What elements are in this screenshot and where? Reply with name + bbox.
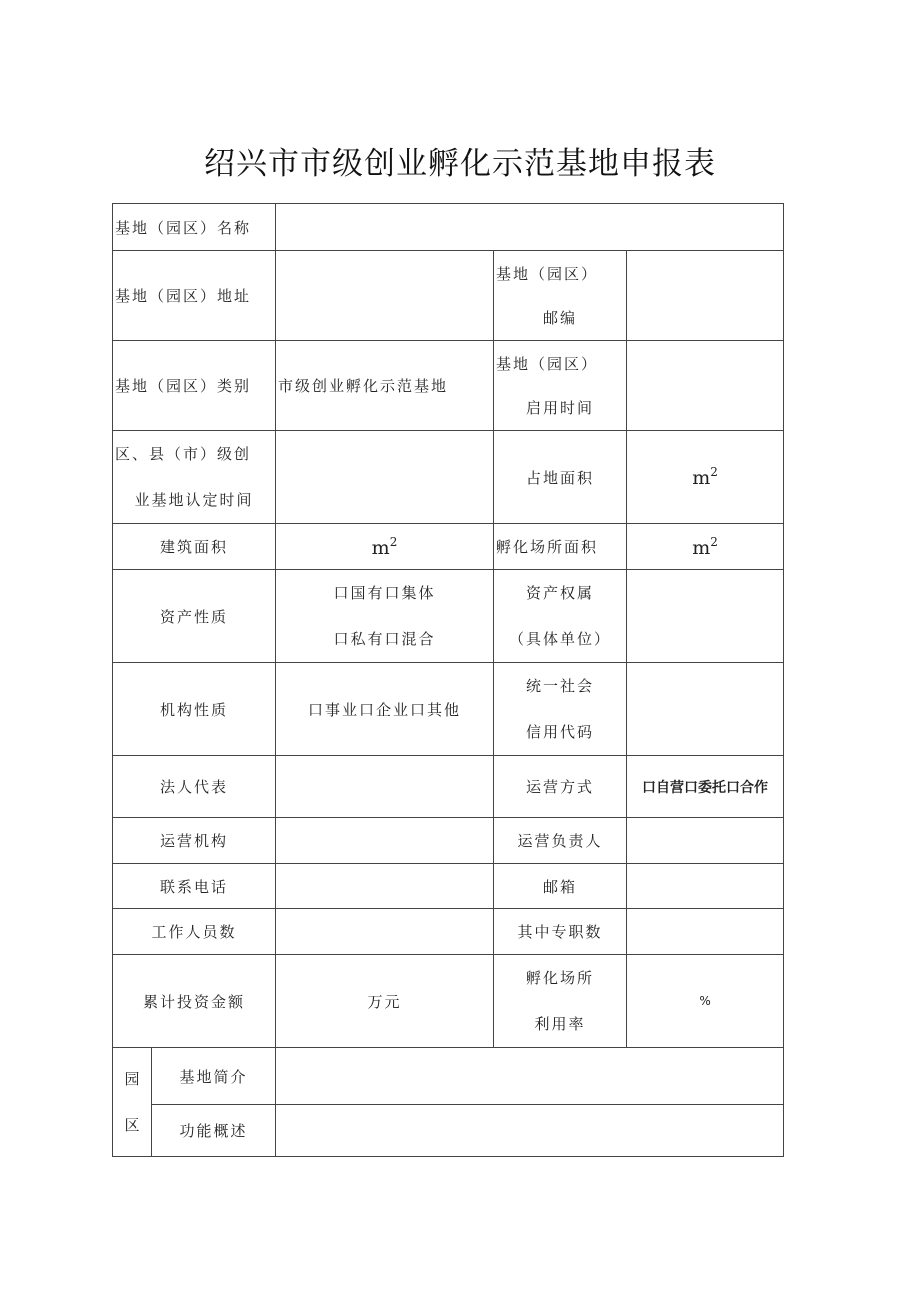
credit-code-field[interactable]: [627, 663, 784, 756]
fulltime-label: 其中专职数: [494, 909, 627, 955]
postcode-label-line1: 基地（园区）: [496, 264, 599, 283]
ownership-label-line1: 资产权属: [526, 584, 595, 602]
building-area-label: 建筑面积: [113, 524, 276, 570]
row-org: [113, 663, 784, 756]
function-field[interactable]: [276, 1105, 784, 1157]
credit-code-label: [494, 663, 627, 756]
park-side-label: [113, 1048, 152, 1157]
operation-mode-label: 运营方式: [494, 756, 627, 818]
row-operator: [113, 818, 784, 864]
building-area-unit-m: m: [371, 536, 390, 559]
park-side-label-line2: 区: [124, 1116, 140, 1134]
ownership-field[interactable]: [627, 570, 784, 663]
recognition-label-line2: 业基地认定时间: [134, 491, 254, 509]
investment-unit[interactable]: 万元: [276, 955, 494, 1048]
asset-options[interactable]: [276, 570, 494, 663]
address-label: 基地（园区）地址: [113, 251, 276, 341]
row-asset: [113, 570, 784, 663]
operator-label: 运营机构: [113, 818, 276, 864]
postcode-label: [494, 251, 627, 341]
row-investment: [113, 955, 784, 1048]
row-name: [113, 204, 784, 251]
asset-options-line1[interactable]: 口国有口集体: [333, 584, 436, 602]
land-area-unit-m: m: [692, 467, 711, 489]
usage-rate-unit[interactable]: %: [627, 955, 784, 1048]
staff-label: 工作人员数: [113, 909, 276, 955]
ownership-label: [494, 570, 627, 663]
start-time-label-line1: 基地（园区）: [496, 354, 599, 373]
land-area-unit-sup: 2: [710, 465, 718, 479]
row-intro: [113, 1048, 784, 1105]
row-address: [113, 251, 784, 341]
usage-rate-label-line1: 孵化场所: [526, 969, 595, 987]
legal-rep-label: 法人代表: [113, 756, 276, 818]
email-label: 邮箱: [494, 864, 627, 909]
application-form: [112, 203, 784, 1157]
row-recognition: [113, 431, 784, 524]
row-building: [113, 524, 784, 570]
asset-options-line2[interactable]: 口私有口混合: [333, 630, 436, 648]
usage-rate-label: [494, 955, 627, 1048]
operator-field[interactable]: [276, 818, 494, 864]
row-function: [113, 1105, 784, 1157]
start-time-label-line2: 启用时间: [526, 398, 595, 417]
incubation-area-unit[interactable]: [627, 524, 784, 570]
category-label: 基地（园区）类别: [113, 341, 276, 431]
manager-field[interactable]: [627, 818, 784, 864]
credit-code-label-line1: 统一社会: [526, 677, 595, 695]
legal-rep-field[interactable]: [276, 756, 494, 818]
usage-rate-label-line2: 利用率: [534, 1015, 586, 1033]
intro-label: 基地简介: [152, 1048, 276, 1105]
recognition-label-line1: 区、县（市）级创: [115, 445, 252, 463]
incubation-area-label: 孵化场所面积: [494, 524, 627, 570]
postcode-field[interactable]: [627, 251, 784, 341]
function-label: 功能概述: [152, 1105, 276, 1157]
park-side-label-line1: 园: [124, 1070, 140, 1088]
start-time-label: [494, 341, 627, 431]
recognition-label: [113, 431, 276, 524]
land-area-label: 占地面积: [494, 431, 627, 524]
category-value: 市级创业孵化示范基地: [276, 341, 494, 431]
intro-field[interactable]: [276, 1048, 784, 1105]
incubation-area-unit-sup: 2: [710, 534, 718, 549]
name-label: 基地（园区）名称: [113, 204, 276, 251]
credit-code-label-line2: 信用代码: [526, 723, 595, 741]
address-field[interactable]: [276, 251, 494, 341]
org-options[interactable]: 口事业口企业口其他: [276, 663, 494, 756]
fulltime-field[interactable]: [627, 909, 784, 955]
row-staff: [113, 909, 784, 955]
incubation-area-unit-m: m: [692, 536, 711, 559]
row-legal: [113, 756, 784, 818]
org-label: 机构性质: [113, 663, 276, 756]
land-area-unit: [627, 431, 784, 524]
email-field[interactable]: [627, 864, 784, 909]
operation-mode-options[interactable]: 口自营口委托口合作: [627, 756, 784, 818]
asset-label: 资产性质: [113, 570, 276, 663]
staff-field[interactable]: [276, 909, 494, 955]
building-area-unit[interactable]: [276, 524, 494, 570]
building-area-unit-sup: 2: [389, 534, 398, 549]
start-time-field[interactable]: [627, 341, 784, 431]
postcode-label-line2: 邮编: [543, 308, 578, 327]
page-title: 绍兴市市级创业孵化示范基地申报表: [204, 146, 716, 182]
name-field[interactable]: [276, 204, 784, 251]
row-category: [113, 341, 784, 431]
manager-label: 运营负责人: [494, 818, 627, 864]
phone-field[interactable]: [276, 864, 494, 909]
row-phone: [113, 864, 784, 909]
ownership-label-line2: （具体单位）: [509, 630, 612, 648]
investment-label: 累计投资金额: [113, 955, 276, 1048]
recognition-field[interactable]: [276, 431, 494, 524]
phone-label: 联系电话: [113, 864, 276, 909]
